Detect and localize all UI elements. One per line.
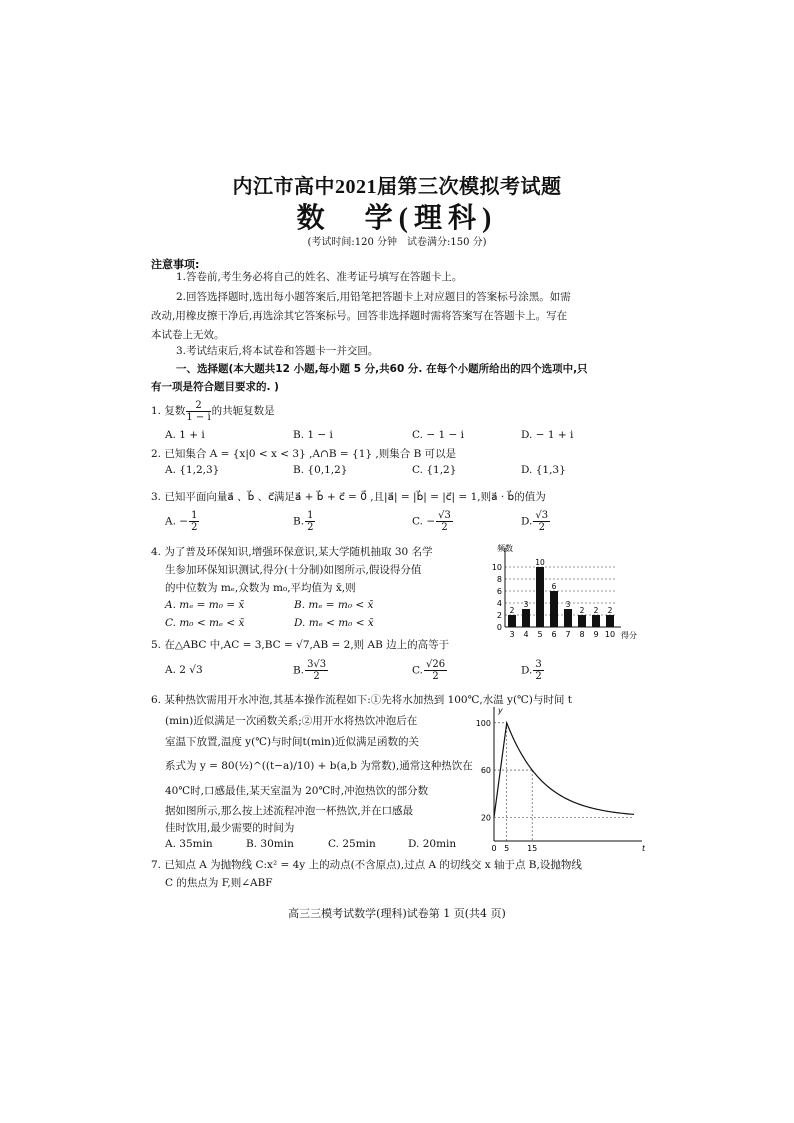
x-axis-label: t (642, 844, 645, 853)
x-tick-label: 6 (551, 630, 557, 639)
q2-option-a[interactable]: A. {1,2,3} (165, 464, 220, 476)
bar (606, 615, 614, 627)
x-tick-label: 5 (537, 630, 543, 639)
q3-d-label: D. (521, 515, 533, 528)
q4-option-d[interactable]: D. mₑ < m₀ < x̄ (294, 617, 374, 629)
question-6-line: (min)近似满足一次函数关系;②用开水将热饮冲泡后在 (165, 715, 418, 727)
q3-b-den: 2 (307, 522, 314, 533)
q5-option-c[interactable] (412, 659, 448, 682)
q3-option-b[interactable] (293, 510, 316, 533)
bar (564, 609, 572, 627)
bar (550, 591, 558, 627)
bar (508, 615, 516, 627)
exam-info: (考试时间:120 分钟 试卷满分:150 分) (307, 237, 487, 248)
question-6-line: 40℃时,口感最佳,某天室温为 20℃时,冲泡热饮的部分数 (165, 785, 429, 797)
subject-title: 数 学(理科) (296, 203, 498, 234)
q6-option-b[interactable]: B. 30min (246, 838, 294, 850)
q5-b-den: 2 (313, 671, 320, 682)
y-tick-label: 4 (496, 599, 502, 608)
x-axis-label: 得分 (621, 631, 637, 640)
bar-value-label: 3 (523, 600, 529, 609)
x-tick-label: 8 (579, 630, 585, 639)
bar-value-label: 6 (551, 582, 557, 591)
q5-d-num: 3 (535, 659, 542, 670)
note-item: 改动,用橡皮擦干净后,再选涂其它答案标号。回答非选择题时需将答案写在答题卡上。写在 (151, 310, 568, 322)
question-6-line: 佳时饮用,最少需要的时间为 (165, 822, 295, 834)
q5-b-label: B. (293, 664, 305, 677)
y-tick-label: 20 (480, 813, 491, 823)
q5-option-d[interactable] (521, 659, 545, 682)
score-histogram (485, 540, 645, 640)
q3-b-label: B. (293, 515, 305, 528)
note-item: 本试卷上无效。 (151, 329, 225, 341)
bar (536, 567, 544, 627)
q2-option-c[interactable]: C. {1,2} (412, 464, 457, 476)
q1-den: 1 − i (186, 411, 211, 423)
q1-prefix: 1. 复数 (151, 405, 186, 417)
x-tick-label: 3 (509, 630, 515, 639)
y-tick-label: 2 (496, 611, 502, 620)
note-item: 2.回答选择题时,选出每小题答案后,用铅笔把答题卡上对应题目的答案标号涂黑。如需 (176, 291, 571, 303)
question-6-line: 6. 某种热饮需用开水冲泡,其基本操作流程如下:①先将水加热到 100℃,水温 y(℃)与时间 t (151, 694, 572, 706)
question-6-line: 系式为 y = 80(½)^((t−a)/10) + b(a,b 为常数),通常这种热饮在 (165, 760, 473, 772)
q1-fraction (186, 400, 210, 423)
q3-a-den: 2 (191, 522, 198, 533)
q5-b-num: 3√3 (307, 659, 327, 670)
q4-option-a[interactable]: A. mₑ = m₀ = x̄ (165, 599, 245, 611)
x-tick-label: 9 (593, 630, 599, 639)
exam-title: 内江市高中2021届第三次模拟考试题 (232, 176, 562, 198)
y-tick-label: 8 (496, 575, 502, 584)
bar (522, 609, 530, 627)
q3-a-num: 1 (191, 510, 198, 521)
bar (578, 615, 586, 627)
question-3: 3. 已知平面向量a⃗ 、b⃗ 、c⃗满足a⃗ + b⃗ + c⃗ = 0⃗ ,且|a⃗| = |b⃗| = |c⃗| = 1,则a⃗ · b⃗的值为 (151, 491, 546, 503)
q3-option-c[interactable] (412, 510, 454, 533)
question-4-line: 的中位数为 mₑ,众数为 m₀,平均值为 x̄,则 (165, 582, 356, 594)
section-heading: 一、选择题(本大题共12 小题,每小题 5 分,共60 分. 在每个小题所给出的四个选项中,只 (176, 363, 588, 375)
y-tick-label: 100 (475, 718, 491, 728)
y-tick-label: 6 (496, 587, 502, 596)
q6-option-d[interactable]: D. 20min (408, 838, 457, 850)
y-tick-label: 10 (491, 563, 502, 572)
q3-option-a[interactable] (165, 510, 200, 533)
q3-a-label: A. − (165, 515, 189, 528)
q1-num: 2 (186, 400, 210, 412)
question-4-line: 4. 为了普及环保知识,增强环保意识,某大学随机抽取 30 名学 (151, 546, 433, 558)
q5-c-den: 2 (432, 671, 439, 682)
x-tick-label: 5 (504, 844, 510, 853)
x-tick-label: 15 (527, 844, 538, 853)
y-tick-label: 60 (480, 766, 491, 776)
page-footer: 高三三模考试数学(理科)试卷第 1 页(共4 页) (288, 907, 506, 920)
bar-value-label: 3 (565, 600, 571, 609)
question-1 (151, 398, 275, 424)
x-tick-label: 7 (565, 630, 571, 639)
question-6-line: 据如图所示,那么按上述流程冲泡一杯热饮,并在口感最 (165, 805, 414, 817)
q3-d-den: 2 (538, 522, 545, 533)
question-7-line: C 的焦点为 F,则∠ABF (165, 877, 273, 889)
y-axis-label: 频数 (497, 544, 513, 553)
y-axis-label: y (498, 706, 503, 715)
temperature-curve (470, 703, 645, 855)
q3-b-num: 1 (307, 510, 314, 521)
notes-heading: 注意事项: (151, 258, 200, 271)
x-tick-label: 0 (491, 844, 497, 853)
bar (592, 615, 600, 627)
x-tick-label: 4 (523, 630, 529, 639)
q3-c-num: √3 (438, 510, 451, 521)
question-4-line: 生参加环保知识测试,得分(十分制)如图所示,假设得分值 (165, 564, 422, 576)
note-item: 3.考试结束后,将本试卷和答题卡一并交回。 (176, 345, 379, 357)
x-tick-label: 10 (604, 630, 616, 639)
q5-d-den: 2 (535, 671, 542, 682)
question-7-line: 7. 已知点 A 为抛物线 C:x² = 4y 上的动点(不含原点),过点 A 的切线交 x 轴于点 B,设抛物线 (151, 859, 582, 871)
y-tick-label: 0 (496, 623, 502, 632)
question-2: 2. 已知集合 A = {x|0 < x < 3} ,A∩B = {1} ,则集合 B 可以是 (151, 448, 457, 460)
q6-option-a[interactable]: A. 35min (165, 838, 213, 850)
q5-c-label: C. (412, 664, 423, 677)
section-heading-cont: 有一项是符合题目要求的. ) (151, 381, 279, 393)
q1-option-b[interactable]: B. 1 − i (293, 429, 333, 441)
q5-c-num: √26 (426, 659, 446, 670)
q5-option-a[interactable]: A. 2 √3 (165, 664, 203, 676)
bar-value-label: 2 (593, 606, 599, 615)
bar-value-label: 2 (607, 606, 613, 615)
q5-d-label: D. (521, 664, 533, 677)
q1-option-c[interactable]: C. − 1 − i (412, 429, 464, 441)
bar-value-label: 2 (579, 606, 585, 615)
q3-c-label: C. − (412, 515, 436, 528)
note-item: 1.答卷前,考生务必将自己的姓名、准考证号填写在答题卡上。 (176, 271, 463, 283)
q1-option-a[interactable]: A. 1 + i (165, 429, 205, 441)
q2-option-b[interactable]: B. {0,1,2} (293, 464, 348, 476)
q1-suffix: 的共轭复数是 (211, 405, 275, 417)
q4-option-b[interactable]: B. mₑ = m₀ < x̄ (294, 599, 374, 611)
q3-c-den: 2 (441, 522, 448, 533)
q3-d-num: √3 (535, 510, 549, 521)
question-5: 5. 在△ABC 中,AC = 3,BC = √7,AB = 2,则 AB 边上的高等于 (151, 639, 450, 651)
q1-option-d[interactable]: D. − 1 + i (521, 429, 574, 441)
q3-option-d[interactable] (521, 510, 551, 533)
q5-option-b[interactable] (293, 659, 329, 682)
question-6-line: 室温下放置,温度 y(℃)与时间t(min)近似满足函数的关 (165, 736, 420, 748)
q4-option-c[interactable]: C. m₀ < mₑ < x̄ (165, 617, 245, 629)
q2-option-d[interactable]: D. {1,3} (521, 464, 566, 476)
bar-value-label: 2 (509, 606, 515, 615)
bar-value-label: 10 (535, 558, 545, 567)
q6-option-c[interactable]: C. 25min (328, 838, 376, 850)
